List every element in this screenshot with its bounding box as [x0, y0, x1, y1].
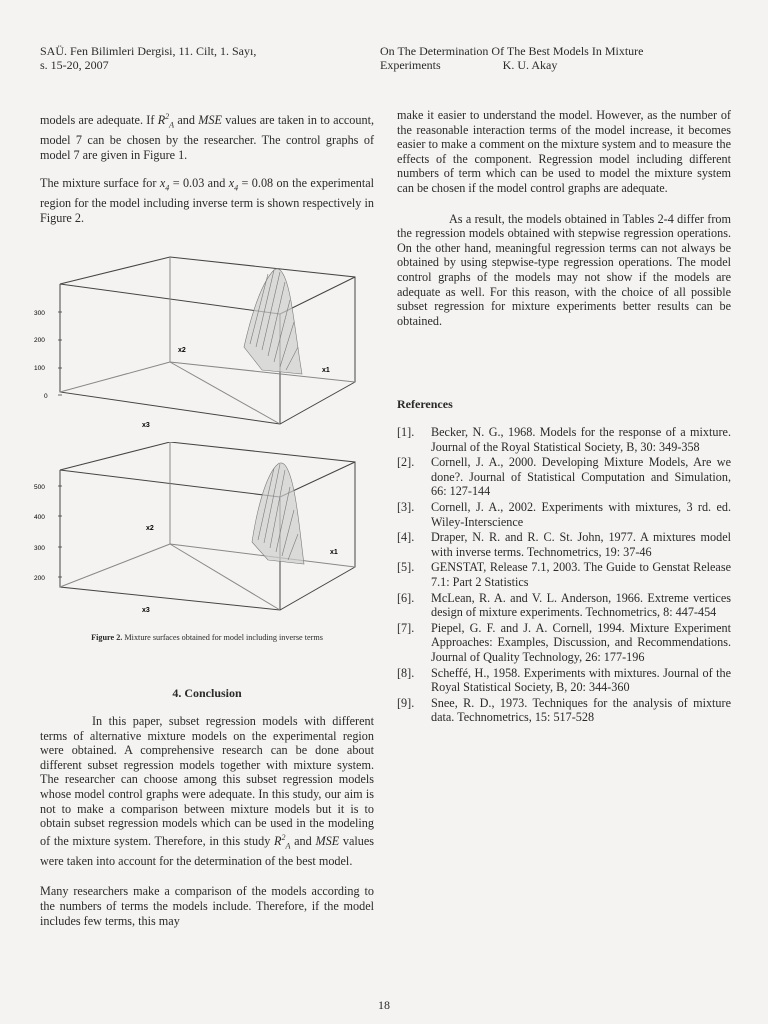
running-title-word: Experiments — [380, 58, 441, 72]
running-title-line1: On The Determination Of The Best Models In Mixture — [380, 44, 644, 58]
reference-item: [8]. Scheffé, H., 1958. Experiments with mixtures. Journal of the Royal Statistical Society, B, 20: 344-360 — [397, 665, 731, 695]
figure-label: Figure 2. — [91, 633, 123, 642]
axis-label-x2: x2 — [146, 525, 154, 532]
figure-caption — [40, 632, 374, 643]
journal-pages: s. 15-20, 2007 — [40, 58, 109, 72]
right-column-text — [397, 108, 731, 328]
conclusion-paragraph-1: In this paper, subset regression models with different terms of alternative mixture models on the experimental region were obtained. A comprehensive research can be done about different subset regression models together with mixture system. The researcher can choose among this subset regression models whose model control graphs were adequate. In this study, our aim is not to make a comparison between mixture models but it is to obtain subset regression models which can be used in the modeling of the mixture system. Therefore, in this study $R^2_A$ and MSE values were taken into account for the determination of the best model. — [40, 714, 375, 868]
surface-2 — [252, 463, 304, 564]
section-title-conclusion: 4. Conclusion — [172, 686, 242, 700]
reference-item: [1]. Becker, N. G., 1968. Models for the response of a mixture. Journal of the Royal Statistical Society, B, 30: 349-358 — [397, 425, 731, 454]
references-list — [397, 425, 731, 726]
page-number: 18 — [378, 998, 390, 1012]
axis-label-x3: x3 — [142, 607, 150, 614]
author-name: K. U. Akay — [502, 58, 558, 72]
reference-item: [4]. Draper, N. R. and R. C. St. John, 1977. A mixtures model with inverse terms. Technometrics, 19: 37-46 — [397, 530, 731, 559]
z-tick: 0 — [44, 393, 48, 400]
reference-item: [3]. Cornell, J. A., 2002. Experiments with mixtures, 3 rd. ed. Wiley-Interscience — [397, 499, 731, 529]
journal-header — [40, 44, 340, 72]
left-column-intro — [40, 110, 374, 226]
z-tick: 100 — [34, 365, 45, 372]
mixture-surface-plot-2 — [30, 442, 370, 614]
z-tick: 400 — [34, 514, 45, 521]
running-title — [380, 44, 740, 72]
z-tick: 200 — [34, 575, 45, 582]
axis-label-x2: x2 — [178, 347, 186, 354]
z-tick: 200 — [34, 337, 45, 344]
axis-label-x1: x1 — [330, 549, 338, 556]
reference-item: [9]. Snee, R. D., 1973. Techniques for the analysis of mixture data. Technometrics, 15: 517-528 — [397, 695, 731, 725]
axis-label-x1: x1 — [322, 367, 330, 374]
journal-citation: SAÜ. Fen Bilimleri Dergisi, 11. Cilt, 1. Sayı, — [40, 44, 257, 58]
references-title: References — [397, 397, 453, 411]
conclusion-body — [40, 714, 374, 928]
z-tick: 300 — [34, 310, 45, 317]
reference-item: [5]. GENSTAT, Release 7.1, 2003. The Guide to Genstat Release 7.1: Part 2 Statistics — [397, 560, 731, 589]
running-title-line2 — [380, 58, 740, 72]
right-paragraph-2: As a result, the models obtained in Tables 2-4 differ from the regression models obtained with stepwise regression operations. On the other hand, meaningful regression terms can not always be obtained by using stepwise-type regression operations. The model control graphs of the models may not show if the models are adequate as well. For this reason, with the choice of all possible subset regression for mixture experiments better results can be obtained. — [397, 211, 731, 328]
reference-item: [7]. Piepel, G. F. and J. A. Cornell, 1994. Mixture Experiment Approaches: Examples, Discussion, and Recommendations. Journal of Quality Technology, 26: 177-196 — [397, 620, 731, 664]
conclusion-paragraph-2: Many researchers make a comparison of the models according to the numbers of terms the models include. Therefore, if the model includes few terms, this may — [40, 884, 374, 928]
z-tick: 300 — [34, 545, 45, 552]
z-tick: 500 — [34, 484, 45, 491]
surface-1 — [244, 269, 302, 374]
paragraph-model-choice: models are adequate. If $R^2_A$ and MSE values are taken in to account, model 7 can be chosen by the researcher. The control graphs of model 7 are given in Figure 1. — [40, 112, 375, 162]
paragraph-mixture-surface: The mixture surface for $x_4 = 0.03$ and $x_4 = 0.08$ on the experimental region for the model including inverse term is shown respectively in Figure 2. — [40, 176, 375, 225]
right-paragraph-1: make it easier to understand the model. However, as the number of the reasonable interaction terms of the model increase, it becomes easier to make a comment on the mixture system and to measure the effects of the component. Regression model including different numbers of term which can be used to model the mixture system can be chosen if the model control graphs are adequate. — [397, 108, 731, 195]
mixture-surface-plot-1 — [30, 252, 370, 434]
reference-item: [2]. Cornell, J. A., 2000. Developing Mixture Models, Are we done?. Journal of Statistical Computation and Simulation, 66: 127-144 — [397, 455, 731, 499]
axis-label-x3: x3 — [142, 422, 150, 429]
reference-item: [6]. McLean, R. A. and V. L. Anderson, 1966. Extreme vertices design of mixture experiments. Technometrics, 8: 447-454 — [397, 590, 731, 620]
figure-caption-text: Mixture surfaces obtained for model including inverse terms — [124, 633, 323, 642]
